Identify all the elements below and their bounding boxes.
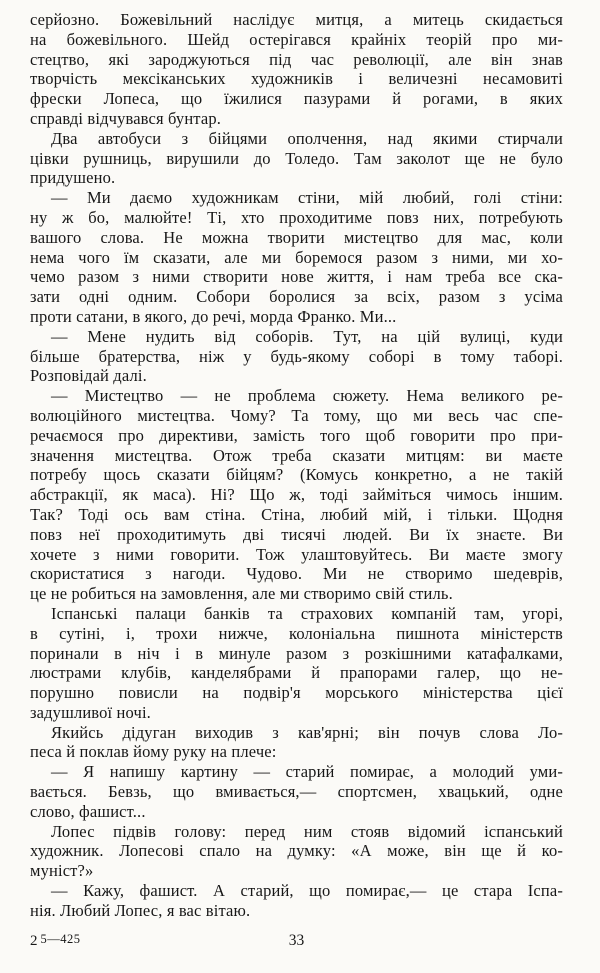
- text-line: — Мистецтво — не проблема сюжету. Нема великого ре-: [51, 386, 563, 406]
- text-line: художник. Лопесові спало на думку: «А може, він ще й ко-: [30, 841, 563, 861]
- text-line: чемо разом з ними створити нове життя, і нам треба все ска-: [30, 267, 563, 287]
- text-line: — Мене нудить від соборів. Тут, на цій вулиці, куди: [51, 326, 563, 346]
- text-line: люстрами клубів, канделябрами й прапорами галер, що не-: [30, 663, 563, 683]
- text-line: зати одні одним. Собори боролися за всіх, разом з усіма: [30, 287, 563, 307]
- text-line: Лопес підвів голову: перед ним стояв відомий іспанський: [51, 821, 563, 841]
- text-line: нема чого їм сказати, але ми боремося разом з ними, ми хо-: [30, 247, 563, 267]
- text-line: задушливої ночі.: [30, 702, 151, 722]
- text-line: вашого слова. Не можна творити мистецтво для мас, коли: [30, 227, 563, 247]
- text-line: Іспанські палаци банків та страхових компаній там, угорі,: [51, 603, 563, 623]
- signature-sheet-number: 2: [30, 933, 38, 949]
- text-line: — Я напишу картину — старий помирає, а молодий уми-: [51, 762, 563, 782]
- print-signature: [30, 932, 81, 950]
- text-line: фрески Лопеса, що їжилися пазурами й рогами, в яких: [30, 89, 563, 109]
- page-footer: [30, 932, 563, 954]
- text-line: песа й поклав йому руку на плече:: [30, 742, 277, 762]
- text-line: більше братерства, ніж у будь-якому соборі в тому таборі.: [30, 346, 563, 366]
- text-line: поринали в ніч і в минуле разом з розкішними катафалками,: [30, 643, 563, 663]
- text-line: серйозно. Божевільний наслідує митця, а митець скидається: [30, 10, 563, 29]
- text-line: — Ми даємо художникам стіни, мій любий, голі стіни:: [51, 188, 563, 208]
- text-line: муніст?»: [30, 861, 94, 881]
- text-line: в сутіні, і, трохи нижче, колоніальна пишнота міністерств: [30, 623, 563, 643]
- text-line: потребу щось сказати бійцям? (Комусь конкретно, а не такій: [30, 465, 563, 485]
- text-line: повз неї проходитимуть дві тисячі людей. Ви їх знаєте. Ви: [30, 524, 563, 544]
- text-line: ну ж бо, малюйте! Ті, хто проходитиме повз них, потребують: [30, 207, 563, 227]
- text-line: вається. Бевзь, що вмивається,— спортсмен, хвацький, одне: [30, 782, 563, 802]
- text-line: значення мистецтва. Отож треба сказати митцям: ви маєте: [30, 445, 563, 465]
- text-line: слово, фашист...: [30, 801, 146, 821]
- text-line: — Кажу, фашист. А старий, що помирає,— це стара Іспа-: [51, 881, 563, 901]
- text-line: хочете з ними говорити. Тож улаштовуйтесь. Ви маєте змогу: [30, 544, 563, 564]
- text-line: порушно повисли на подвір'я морського міністерства цієї: [30, 683, 563, 703]
- text-line: стецтво, які зароджуються під час революції, але він знав: [30, 49, 563, 69]
- page-number: 33: [288, 932, 305, 949]
- text-line: придушено.: [30, 168, 116, 188]
- text-line: творчість мексіканських художників і величезні несамовиті: [30, 69, 563, 89]
- text-line: скористатися з нагоди. Чудово. Ми не створимо шедеврів,: [30, 564, 563, 584]
- text-line: Два автобуси з бійцями ополчення, над якими стирчали: [51, 128, 563, 148]
- text-line: це не робиться на замовлення, але ми створимо свій стиль.: [30, 584, 453, 604]
- text-line: Розповідай далі.: [30, 366, 147, 386]
- text-line: Так? Тоді ось вам стіна. Стіна, любий мій, і тільки. Щодня: [30, 504, 563, 524]
- text-line: цівки рушниць, вирушили до Толедо. Там заколот ще не було: [30, 148, 563, 168]
- text-line: речаємося про директиви, замість того щоб говорити про при-: [30, 425, 563, 445]
- text-line: проти сатани, в якого, до речі, морда Франко. Ми...: [30, 306, 397, 326]
- signature-order-code: 5—425: [40, 932, 81, 946]
- text-line: волюційного мистецтва. Чому? Та тому, що ми весь час спе-: [30, 405, 563, 425]
- text-line: Якийсь дідуган виходив з кав'ярні; він почув слова Ло-: [51, 722, 563, 742]
- page-text: [30, 10, 563, 921]
- text-line: на божевільного. Шейд остерігався крайніх теорій про ми-: [30, 29, 563, 49]
- text-line: справді відчувався бунтар.: [30, 108, 222, 128]
- text-line: нія. Любий Лопес, я вас вітаю.: [30, 900, 251, 920]
- text-line: абстракції, як маса). Ні? Що ж, тоді займіться чимось іншим.: [30, 485, 563, 505]
